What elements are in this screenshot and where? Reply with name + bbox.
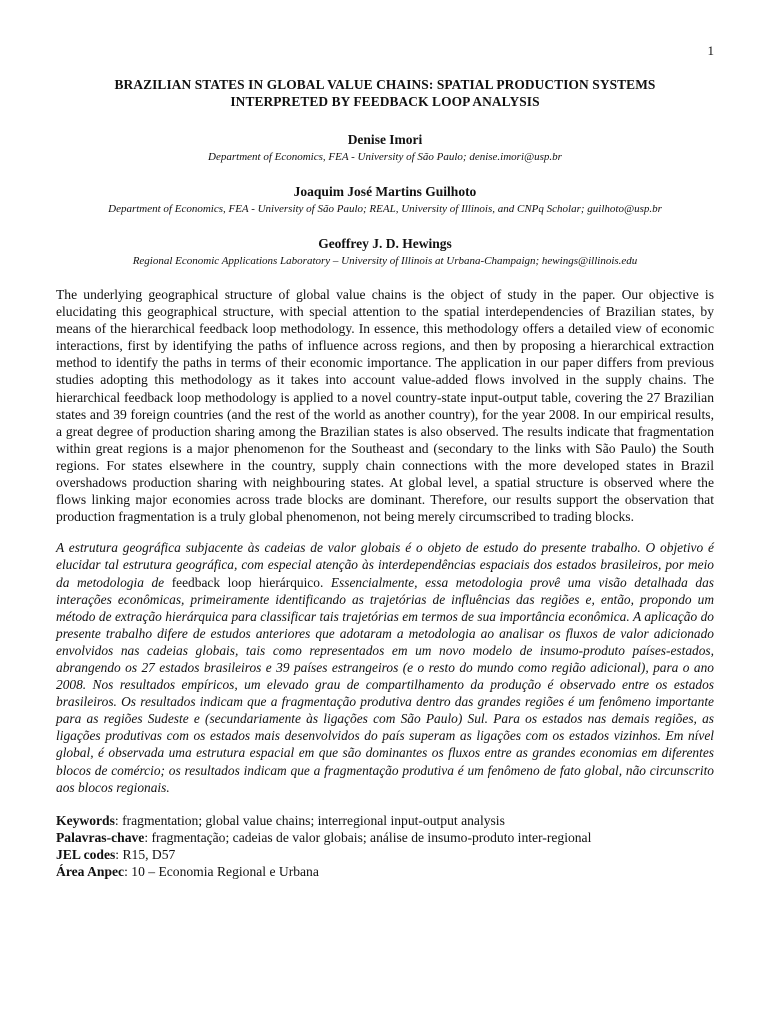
keywords-row	[56, 812, 714, 829]
keywords-label: Keywords	[56, 812, 115, 828]
jel-codes-value: : R15, D57	[115, 846, 176, 862]
author-1-affiliation: Department of Economics, FEA - University of São Paulo; denise.imori@usp.br	[208, 151, 562, 163]
area-anpec-row	[56, 863, 714, 880]
author-2-affiliation: Department of Economics, FEA - University of São Paulo; REAL, University of Illinois, and CNPq Scholar; guilhoto@usp.br	[108, 203, 662, 215]
palavras-chave-row	[56, 829, 714, 846]
author-3-affiliation: Regional Economic Applications Laboratory – University of Illinois at Urbana-Champaign; hewings@illinois.edu	[132, 255, 638, 267]
title-line-1: BRAZILIAN STATES IN GLOBAL VALUE CHAINS: SPATIAL PRODUCTION SYSTEMS	[114, 77, 656, 92]
page-number: 1	[707, 43, 714, 58]
author-3-name: Geoffrey J. D. Hewings	[318, 236, 452, 251]
keywords-value: : fragmentation; global value chains; interregional input-output analysis	[114, 812, 505, 828]
paper-title	[56, 76, 714, 110]
abstract-english: The underlying geographical structure of global value chains is the object of study in the paper. Our objective is elucidating this geographical structure, with special attention to the spatial interdependencies of Brazilian states, by means of the hierarchical feedback loop methodology. In essence, this methodology offers a detailed view of economic interactions, first by identifying the paths of influence across regions, and then by proposing a hierarchical extraction method to identify the paths in terms of their economic importance. The application in our paper differs from previous studies adopting this methodology as it takes into account value-added flows involved in the supply chains. The hierarchical feedback loop methodology is applied to a novel country-state input-output table, covering the 27 Brazilian states and 39 foreign countries (and the rest of the world as another country), for the year 2008. In our empirical results, a great degree of production sharing among the Brazilian states is also observed. The results indicate that fragmentation within great regions is a major phenomenon for the Southeast and (secondary to the links with São Paulo) the South regions. For states elsewhere in the country, supply chain connections with the more developed states in Brazil overshadows production sharing with neighbouring states. At global level, a spatial structure is observed where the flows linking major economies across trade blocks are dominant. Therefore, our results support the observation that production fragmentation is a truly global phenomenon, not being merely circumscribed to trading blocks.	[56, 287, 714, 525]
abstract-pt-part-2: Essencialmente, essa metodologia provê uma visão detalhada das interações econômicas, primeiramente identificando as trajetórias de influências das regiões e, então, propondo um método de extração hierárquica para classificar tais trajetórias em termos de sua importância econômica. A aplicação do presente trabalho difere de estudos anteriores que adotaram a metodologia ao analisar os fluxos de valor adicionado envolvidos nas cadeias globais, tais como representados em um novo modelo de insumo-produto países-estados, abrangendo os 27 estados brasileiros e 39 países estrangeiros (e o resto do mundo como região adicional), para o ano 2008. Nos resultados empíricos, um elevado grau de compartilhamento da produção é observado entre os estados brasileiros. Os resultados indicam que a fragmentação produtiva dentro das grandes regiões é um fenômeno importante para as regiões Sudeste e (secundariamente às ligações com São Paulo) Sul. Para os estados nas demais regiões, as ligações produtivas com os estados mais desenvolvidos do país superam as ligações com os estados vizinhos. Em nível global, é observada uma estrutura espacial em que são dominantes os fluxos entre as grandes economias em diferentes blocos de comércio; os resultados indicam que a fragmentação produtiva é um fenômeno de fato global, não circunscrito aos blocos regionais.	[56, 574, 714, 795]
jel-codes-row	[56, 846, 714, 863]
paper-page	[56, 0, 714, 880]
keywords-block	[56, 812, 714, 880]
abstract-portuguese	[56, 539, 714, 795]
author-1-name: Denise Imori	[347, 132, 423, 147]
title-line-2: INTERPRETED BY FEEDBACK LOOP ANALYSIS	[230, 94, 540, 109]
abstract-pt-roman-term: feedback loop hierárquico.	[171, 574, 324, 590]
area-anpec-label: Área Anpec	[56, 864, 125, 879]
abstract-pt-part-1: A estrutura geográfica subjacente às cadeias de valor globais é o objeto de estudo do presente trabalho. O objetivo é elucidar tal estrutura geográfica, com especial atenção às interdependências espaciais dos estados brasileiros, por meio da metodologia de	[56, 540, 714, 590]
palavras-chave-value: : fragmentação; cadeias de valor globais; análise de insumo-produto inter-regional	[144, 829, 592, 845]
jel-codes-label: JEL codes	[56, 846, 116, 862]
palavras-chave-label: Palavras-chave	[56, 829, 145, 845]
author-2-name: Joaquim José Martins Guilhoto	[293, 184, 477, 199]
area-anpec-value: : 10 – Economia Regional e Urbana	[124, 864, 319, 879]
